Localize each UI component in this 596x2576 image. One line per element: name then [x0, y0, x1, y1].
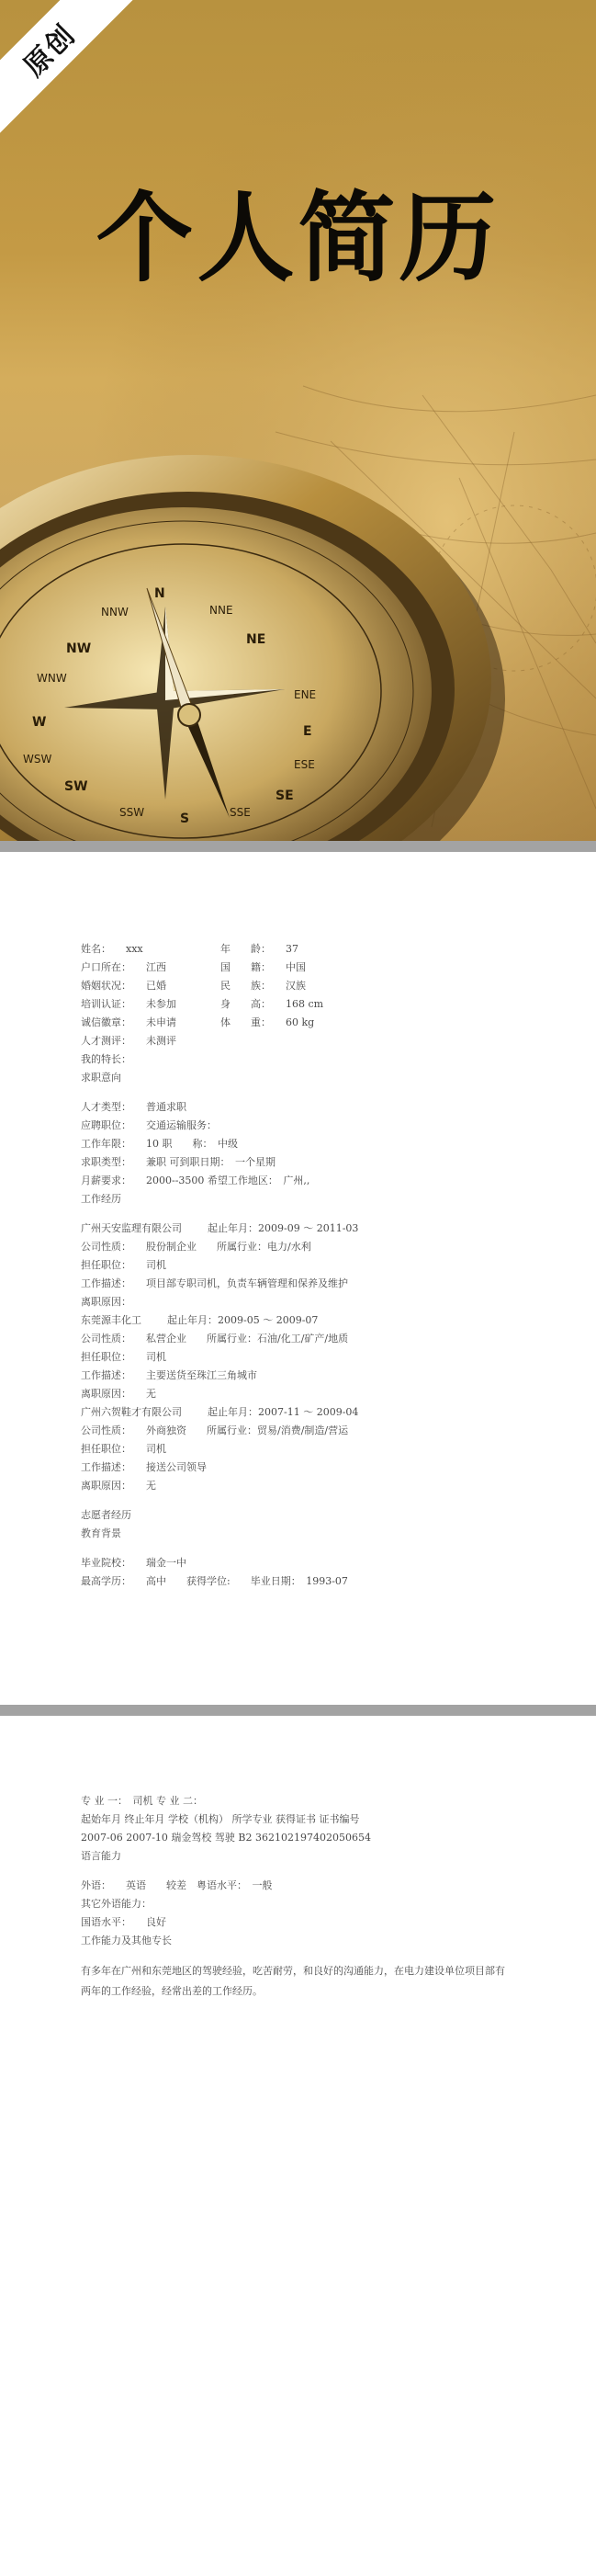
field-label: 国 籍： — [220, 961, 271, 973]
field-value: 司机 — [146, 1351, 166, 1363]
field-label: 工作描述： — [81, 1461, 131, 1473]
field-value: 汉族 — [286, 980, 306, 992]
cover — [0, 0, 596, 841]
compass-label-se: SE — [276, 789, 294, 803]
field-value: 无 — [146, 1480, 156, 1492]
field-value: 接送公司领导 — [146, 1461, 207, 1473]
basic-row — [220, 1014, 323, 1032]
field-label: 离职原因： — [81, 1296, 131, 1308]
compass-label-e: E — [303, 724, 312, 739]
field-label: 婚姻状况： — [81, 980, 131, 992]
field-label: 工作年限： — [81, 1138, 131, 1150]
basic-row — [81, 1050, 540, 1069]
field-value: 未申请 — [146, 1016, 176, 1028]
field-value: 司机 — [146, 1443, 166, 1455]
field-label: 体 重： — [220, 1016, 271, 1028]
field-label: 国语水平： — [81, 1916, 131, 1928]
compass-label-wsw: WSW — [23, 753, 52, 766]
page-divider — [0, 841, 596, 852]
summary-paragraph: 有多年在广州和东莞地区的驾驶经验，吃苦耐劳，和良好的沟通能力，在电力建设单位项目部有两年的工作经验，经常出差的工作经历。 — [81, 1965, 505, 1997]
field-value: 未参加 — [146, 998, 176, 1010]
experience-section — [81, 1220, 540, 1495]
certificate-row: 2007-06 2007-10 瑞金驾校 驾驶 B2 362102197402050654 — [81, 1832, 371, 1844]
compass-label-nw: NW — [66, 641, 92, 656]
section-heading: 教育背景 — [81, 1527, 121, 1539]
basic-right-column — [220, 940, 323, 1032]
section-heading: 工作经历 — [81, 1193, 121, 1205]
compass-label-nne: NNE — [209, 604, 233, 617]
basic-row — [220, 977, 323, 995]
field-value: 交通运输服务： — [146, 1119, 217, 1131]
field-label: 应聘职位： — [81, 1119, 131, 1131]
field-value: 起止年月：2009-05 ～ 2009-07 — [167, 1314, 319, 1326]
field-label: 公司性质： — [81, 1424, 131, 1436]
compass-label-ese: ESE — [294, 758, 315, 771]
field-value: 瑞金一中 — [146, 1557, 186, 1569]
field-label: 月薪要求： — [81, 1175, 131, 1186]
field-label: 其它外语能力： — [81, 1898, 152, 1910]
section-heading: 工作能力及其他专长 — [81, 1935, 172, 1946]
field-label: 姓名： — [81, 943, 111, 955]
field-value: 股份制企业 所属行业：电力/水利 — [146, 1241, 311, 1253]
field-value: 良好 — [146, 1916, 166, 1928]
field-label: 身 高： — [220, 998, 271, 1010]
basic-row — [81, 1032, 540, 1050]
field-value: 兼职 可到职日期： 一个星期 — [146, 1156, 276, 1168]
company-name: 广州六贺鞋才有限公司 — [81, 1406, 182, 1418]
field-value: 已婚 — [146, 980, 166, 992]
field-value: 项目部专职司机，负责车辆管理和保养及维护 — [146, 1277, 348, 1289]
field-value: 168 cm — [286, 998, 324, 1010]
volunteer-section — [81, 1506, 540, 1543]
field-label: 外语： — [81, 1879, 111, 1891]
company-name: 广州天安监理有限公司 — [81, 1222, 182, 1234]
compass-label-w: W — [32, 715, 47, 730]
field-label: 担任职位： — [81, 1351, 131, 1363]
field-value: 2000--3500 希望工作地区： 广州,, — [146, 1175, 310, 1186]
page2-section — [81, 1792, 540, 2002]
compass-label-ssw: SSW — [119, 806, 145, 819]
field-value: 中国 — [286, 961, 306, 973]
field-value: 司机 — [146, 1259, 166, 1271]
field-label: 最高学历： — [81, 1575, 131, 1587]
field-value: 私营企业 所属行业：石油/化工/矿产/地质 — [146, 1333, 349, 1345]
compass-label-n: N — [154, 586, 165, 601]
field-value: 无 — [146, 1388, 156, 1400]
basic-info — [81, 940, 540, 1591]
field-label: 诚信徽章： — [81, 1016, 131, 1028]
compass-label-ne: NE — [246, 632, 266, 647]
field-value: 江西 — [146, 961, 166, 973]
field-value: 外商独资 所属行业：贸易/消费/制造/营运 — [146, 1424, 349, 1436]
field-label: 离职原因： — [81, 1388, 131, 1400]
compass-illustration — [0, 0, 596, 841]
basic-row — [220, 940, 323, 959]
field-value: 高中 获得学位: 毕业日期： 1993-07 — [146, 1575, 348, 1587]
basic-row — [81, 1069, 540, 1087]
field-label: 毕业院校： — [81, 1557, 131, 1569]
education-section — [81, 1554, 540, 1591]
original-badge-label: 原创 — [17, 18, 83, 84]
field-label: 担任职位： — [81, 1259, 131, 1271]
field-label: 离职原因： — [81, 1480, 131, 1492]
field-label: 人才类型： — [81, 1101, 131, 1113]
field-value: 起止年月：2007-11 ～ 2009-04 — [208, 1406, 359, 1418]
field-label: 求职类型： — [81, 1156, 131, 1168]
field-label: 年 龄： — [220, 943, 271, 955]
field-value: 60 kg — [286, 1016, 315, 1028]
field-label: 公司性质： — [81, 1333, 131, 1345]
compass-label-nnw: NNW — [101, 606, 129, 618]
field-label: 户口所在： — [81, 961, 131, 973]
field-label: 培训认证： — [81, 998, 131, 1010]
field-value: 37 — [286, 943, 298, 955]
field-value: 普通求职 — [146, 1101, 186, 1113]
section-heading: 求职意向 — [81, 1072, 121, 1084]
section-heading: 志愿者经历 — [81, 1509, 131, 1521]
field-label: 我的特长： — [81, 1053, 131, 1065]
basic-row — [220, 995, 323, 1014]
field-label: 公司性质： — [81, 1241, 131, 1253]
field-value: 未测评 — [146, 1035, 176, 1047]
basic-row — [220, 959, 323, 977]
field-value: xxx — [126, 943, 143, 955]
section-heading: 语言能力 — [81, 1850, 121, 1862]
compass-label-s: S — [180, 811, 190, 826]
compass-label-wnw: WNW — [37, 672, 67, 685]
compass-label-ene: ENE — [294, 688, 317, 701]
field-label: 担任职位： — [81, 1443, 131, 1455]
page-divider — [0, 1705, 596, 1716]
field-value: 英语 较差 粤语水平： 一般 — [126, 1879, 273, 1891]
compass-label-sse: SSE — [230, 806, 251, 819]
field-label: 工作描述： — [81, 1369, 131, 1381]
compass-label-sw: SW — [64, 779, 88, 794]
field-value: 起止年月：2009-09 ～ 2011-03 — [208, 1222, 359, 1234]
company-name: 东莞源丰化工 — [81, 1314, 141, 1326]
field-label: 民 族： — [220, 980, 271, 992]
field-value: 主要送货至珠江三角城市 — [146, 1369, 257, 1381]
field-value: 10 职 称： 中级 — [146, 1138, 238, 1150]
certificate-header: 起始年月 终止年月 学校（机构） 所学专业 获得证书 证书编号 — [81, 1813, 360, 1825]
field-label: 人才测评： — [81, 1035, 131, 1047]
page-title: 个人简历 — [96, 182, 500, 295]
major-line: 专 业 一： 司机 专 业 二： — [81, 1795, 203, 1807]
intention-section — [81, 1098, 540, 1209]
field-label: 工作描述： — [81, 1277, 131, 1289]
